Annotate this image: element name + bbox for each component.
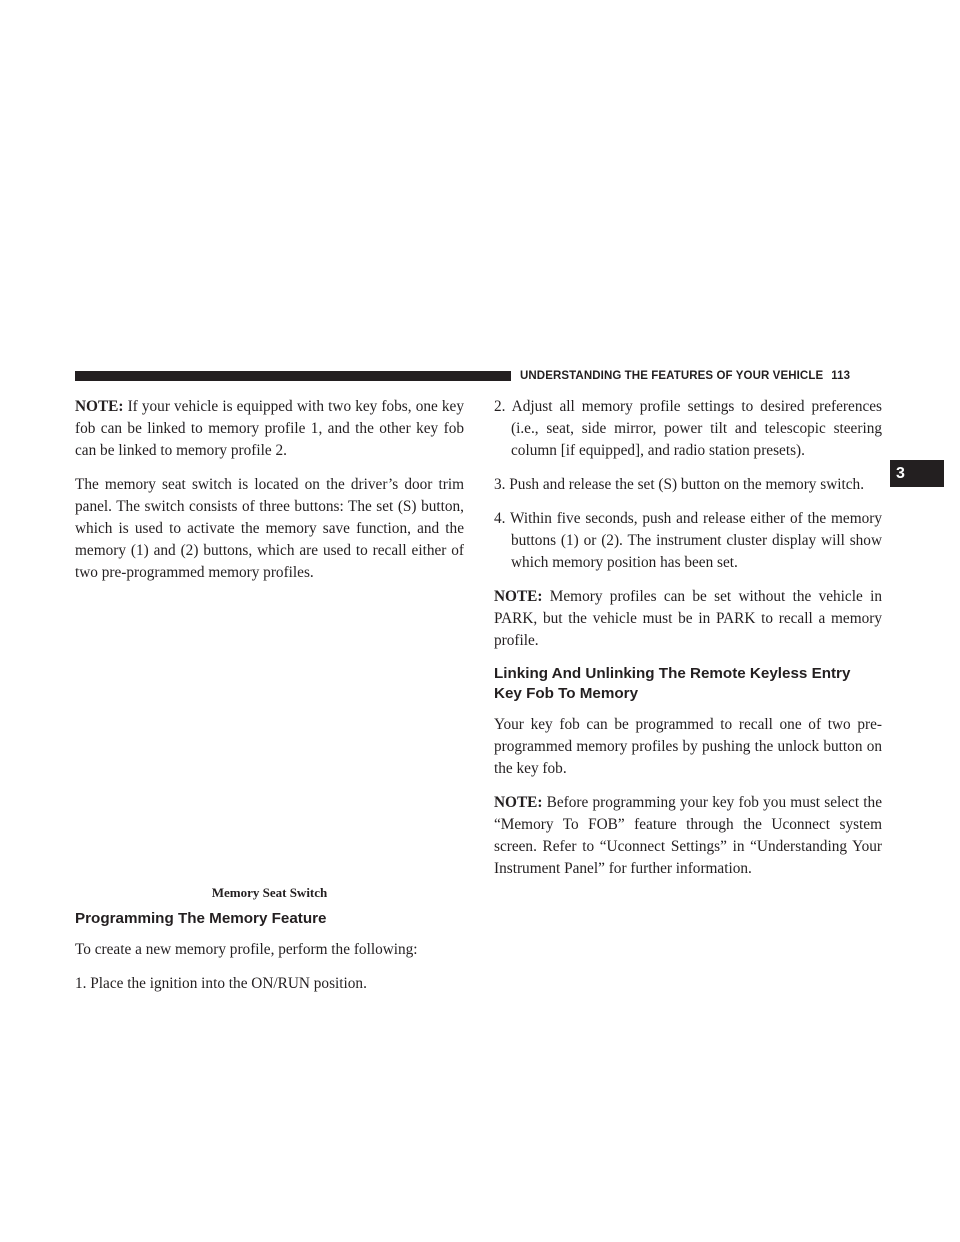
step-3: 3. Push and release the set (S) button on the memory switch. — [494, 476, 865, 493]
note-paragraph — [494, 792, 882, 880]
note-paragraph — [75, 396, 464, 462]
body-paragraph: To create a new memory profile, perform the following: — [75, 941, 418, 958]
section-heading: Linking And Unlinking The Remote Keyless Entry Key Fob To Memory — [494, 665, 851, 702]
note-label: NOTE: — [494, 588, 543, 605]
note-label: NOTE: — [494, 794, 543, 811]
body-paragraph: The memory seat switch is located on the driver’s door trim panel. The switch consists of three buttons: The set (S) button, which is used to activate the memory save function, and the memory (1) and (2) buttons, which are used to recall either of two pre-programmed memory profiles. — [75, 476, 464, 581]
note-text: Memory profiles can be set without the vehicle in PARK, but the vehicle must be in PARK to recall a memory profile. — [494, 588, 882, 649]
page-number: 113 — [831, 370, 851, 382]
note-text: If your vehicle is equipped with two key fobs, one key fob can be linked to memory profile 1, and the other key fob can be linked to memory profile 2. — [75, 398, 464, 459]
section-title: UNDERSTANDING THE FEATURES OF YOUR VEHICLE — [520, 370, 824, 382]
body-paragraph: Your key fob can be programmed to recall one of two pre-programmed memory profiles by pushing the unlock button on the key fob. — [494, 716, 882, 777]
section-heading: Programming The Memory Feature — [75, 910, 327, 927]
note-text: Before programming your key fob you must select the “Memory To FOB” feature through the Uconnect system screen. Refer to “Uconnect Settings” in “Understanding Your Instrument Panel” for further information. — [494, 794, 882, 877]
header-rule — [75, 371, 511, 381]
running-header — [520, 366, 880, 386]
figure-caption: Memory Seat Switch — [211, 885, 328, 900]
step-4: 4. Within five seconds, push and release either of the memory buttons (1) or (2). The instrument cluster display will show which memory position has been set. — [494, 510, 882, 571]
right-column — [494, 396, 882, 892]
step-1: 1. Place the ignition into the ON/RUN position. — [75, 975, 367, 992]
note-paragraph — [494, 586, 882, 652]
left-column — [75, 396, 464, 1007]
figure-memory-seat-switch — [75, 596, 464, 901]
note-label: NOTE: — [75, 398, 124, 415]
step-2: 2. Adjust all memory profile settings to desired preferences (i.e., seat, side mirror, power tilt and telescopic steering column [if equipped], and radio station presets). — [494, 398, 882, 459]
chapter-tab: 3 — [890, 460, 944, 487]
